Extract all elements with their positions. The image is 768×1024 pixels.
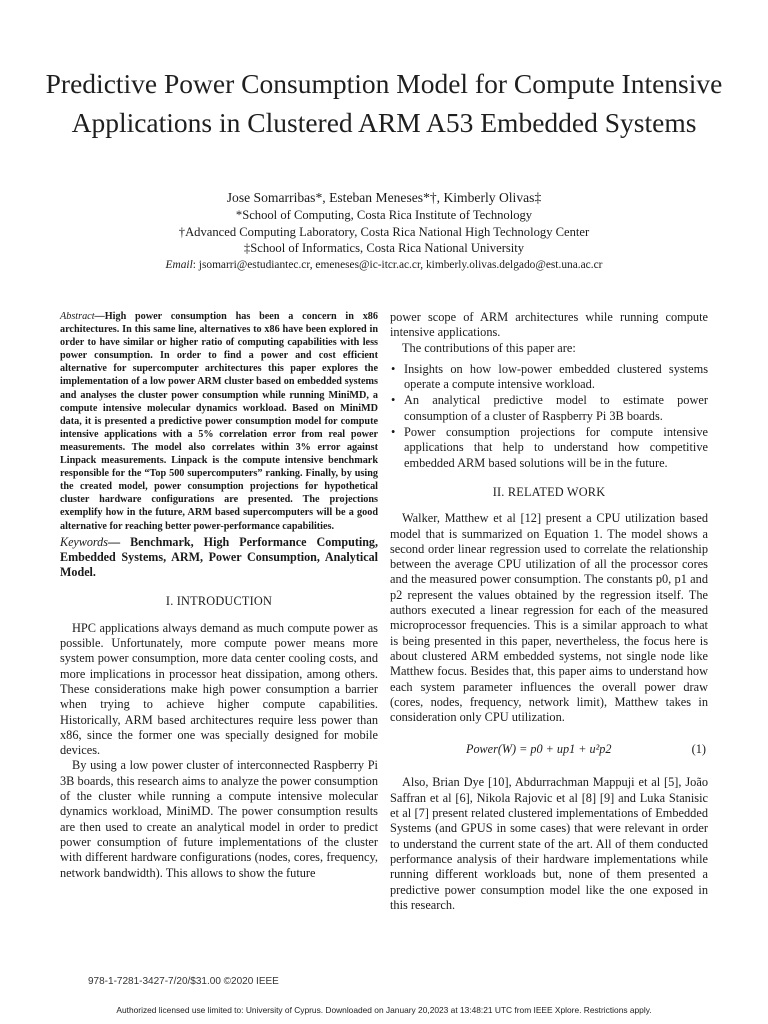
intro-paragraph-2: By using a low power cluster of interconnected Raspberry Pi 3B boards, this research aims to analyze the power consumption of the cluster while running a compute intensive molecular dynamics workload, MiniMD. The power consumption results are then used to create an analytical model in order to predict power consumption of future implementations of the cluster with different hardware configurations (nodes, cores, frequency, network bandwidth). This allows to show the future <box>60 758 378 880</box>
intro-paragraph-1: HPC applications always demand as much compute power as possible. Unfortunately, more compute power means more system power consumption, more data center cooling costs, and more implications in processor heat dissipation, among others. These considerations make high power consumption a barrier when trying to achieve higher compute capabilities. Historically, ARM based architectures require less power than x86, since the former one was specially designed for mobile devices. <box>60 620 378 758</box>
affiliation-2: †Advanced Computing Laboratory, Costa Rica National High Technology Center <box>178 224 590 239</box>
related-paragraph-2: Also, Brian Dye [10], Abdurrachman Mappuji et al [5], João Saffran et al [6], Nikola Rajovic et al [8] [9] and Luka Stanisic et al [7] present related clustered implementations of Embedded Systems (and GPUS in some cases) that were relevant in order to understand the current state of the art. All of them conducted performance analysis of their hardware implementations while running different workloads but, none of them presented a predictive power consumption model like the one exposed in this research. <box>390 775 708 912</box>
intro-paragraph-continued: power scope of ARM architectures while running compute intensive applications. <box>390 310 708 340</box>
keywords-text: — Benchmark, High Performance Computing, Embedded Systems, ARM, Power Consumption, Analytical Model. <box>60 534 378 580</box>
left-column <box>60 310 378 881</box>
email-line <box>60 257 708 273</box>
license-footer: Authorized licensed use limited to: University of Cyprus. Downloaded on January 20,2023 at 13:48:21 UTC from IEEE Xplore. Restrictions apply. <box>116 1005 652 1015</box>
bullet-icon: • <box>391 393 396 408</box>
related-paragraph-1: Walker, Matthew et al [12] present a CPU utilization based model that is summarized on Equation 1. The model shows a second order linear regression used to correlate the relationship between the average CPU utilization of all the processor cores and the measured power consumption. The constants p0, p1 and p2 represent the values obtained by the regression itself. The authors executed a linear regression for each of the measured microprocessor frequencies. This is a similar approach to what is being presented in this paper, nevertheless, the focus here is about clustered ARM embedded systems, not single node like Matthew focus. Besides that, this paper aims to understand how each system parameter influences the overall power draw (cores, nodes, frequency, network limit), Matthew takes in consideration only CPU utilization. <box>390 511 708 725</box>
section-heading-related-work: II. RELATED WORK <box>492 484 606 499</box>
affiliation-1: *School of Computing, Costa Rica Institute of Technology <box>235 208 533 223</box>
contributions-list <box>390 362 708 471</box>
equation-formula: Power(W) = p0 + up1 + u²p2 <box>466 742 612 757</box>
isbn-copyright: 978-1-7281-3427-7/20/$31.00 ©2020 IEEE <box>88 976 279 987</box>
email-label: Email <box>165 258 193 271</box>
author-block <box>60 190 708 273</box>
list-item: • Power consumption projections for compute intensive applications that help to understand how competitive embedded ARM based solutions will be in the future. <box>391 425 708 470</box>
equation-number: (1) <box>691 742 706 757</box>
affiliation-3: ‡School of Informatics, Costa Rica National University <box>243 241 525 256</box>
list-item: • An analytical predictive model to estimate power consumption of a cluster of Raspberry Pi 3B boards. <box>391 393 708 423</box>
right-column <box>390 310 708 913</box>
bullet-icon: • <box>391 361 396 376</box>
keywords <box>60 535 378 581</box>
list-item: • Insights on how low-power embedded clustered systems operate a compute intensive workload. <box>391 361 708 392</box>
paper-title: Predictive Power Consumption Model for Compute Intensive Applications in Clustered ARM A53 Embedded Systems <box>45 68 723 138</box>
email-addresses: : jsomarri@estudiantec.cr, emeneses@ic-itcr.ac.cr, kimberly.olivas.delgado@est.una.ac.cr <box>192 258 603 271</box>
author-names: Jose Somarribas*, Esteban Meneses*†, Kimberly Olivas‡ <box>226 190 542 205</box>
abstract <box>60 310 378 533</box>
bullet-icon: • <box>391 425 396 440</box>
contributions-intro: The contributions of this paper are: <box>402 340 576 355</box>
keywords-label: Keywords <box>60 534 108 549</box>
abstract-text: —High power consumption has been a concern in x86 architectures. In this same line, alternatives to x86 have been explored in order to have similar or higher ratio of computing capabilities with less power consumption. In order to find a power and cost efficient alternative for supercomputer architectures this paper explores the implementation of a low power ARM cluster based on embedded systems and analyses the cluster power consumption while running MiniMD, a compute intensive molecular dynamics workload. Based on MiniMD data, it is presented a predictive power consumption model for compute intensive applications with a 5% correlation error from real power measurements. The model also correlates within 3% error against Linpack measurements. Linpack is the compute intensive benchmark responsible for the “Top 500 supercomputers” ranking. Finally, by using the created model, power consumption projections for hypothetical cluster hardware configurations are presented. The projections exemplify how in the future, ARM based supercomputers will be a good alternative for reaching better power-performance capabilities. <box>60 311 378 532</box>
equation-1 <box>390 733 708 769</box>
section-heading-introduction: I. INTRODUCTION <box>165 594 273 609</box>
abstract-label: Abstract <box>60 311 95 322</box>
